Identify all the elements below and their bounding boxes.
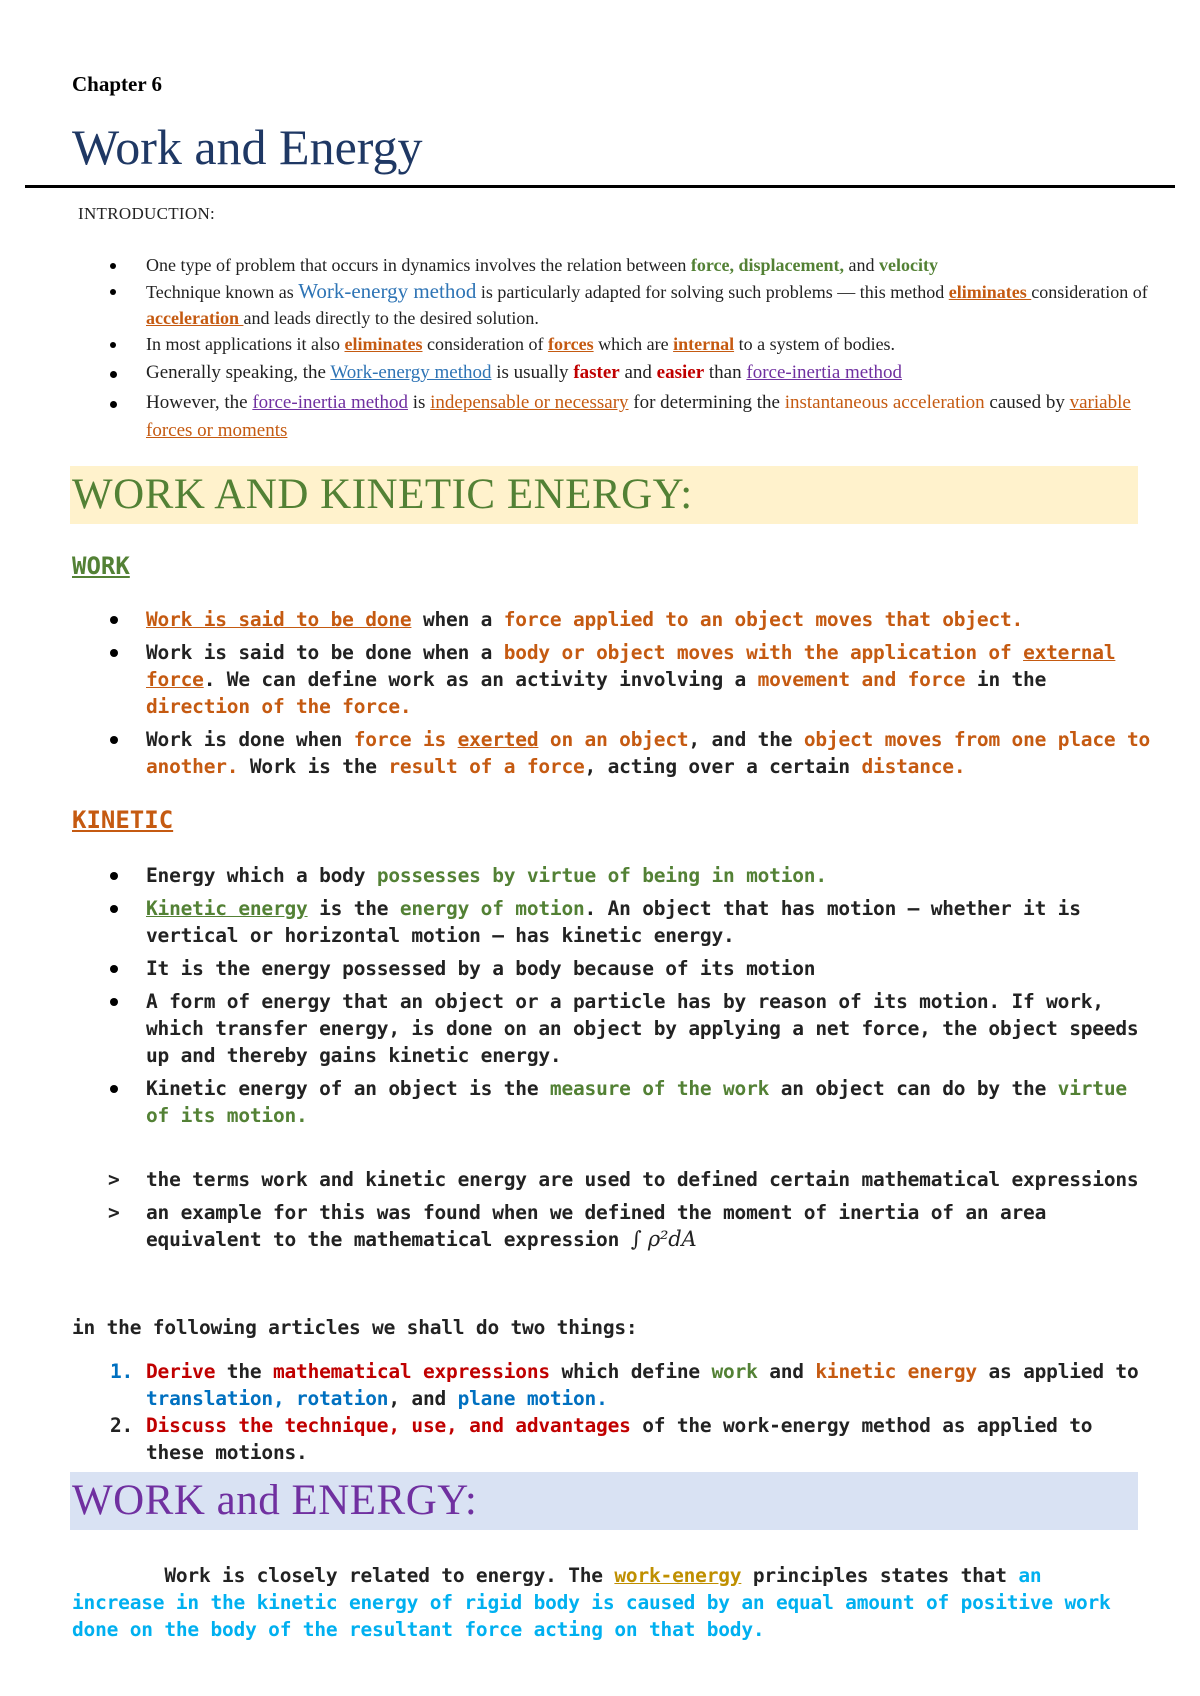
- bullet-icon: [110, 872, 118, 880]
- text-segment: caused by: [984, 392, 1070, 413]
- text-segment: is particularly adapted for solving such problems — this method: [476, 282, 949, 302]
- kinetic-bullet-item: [0, 862, 1200, 889]
- text-segment: However, the: [146, 392, 253, 413]
- intro-bullet-item: [0, 359, 1200, 387]
- text-segment: Generally speaking, the: [146, 362, 331, 383]
- text-segment: . An object that has motion – whether it is vertical or horizontal motion – has kinetic energy.: [146, 897, 1081, 947]
- bullet-icon: [110, 401, 117, 408]
- intro-bullet-item: [0, 252, 1200, 278]
- text-segment: direction of the force.: [146, 695, 412, 718]
- text-segment: force, displacement,: [690, 255, 844, 275]
- arrow-list: [0, 1166, 1200, 1259]
- text-segment: for determining the: [628, 392, 785, 413]
- text-segment: instantaneous acceleration: [784, 392, 985, 413]
- math-expression: ∫ ρ²dA: [630, 1227, 697, 1251]
- arrow-item-text: an example for this was found when we defined the moment of inertia of an area equivalent to the mathematical expression: [146, 1201, 1047, 1251]
- text-segment: eliminates: [344, 334, 423, 354]
- text-segment: principles states that: [741, 1564, 1019, 1587]
- text-segment: measure of the work: [549, 1077, 770, 1100]
- arrow-item-text: the terms work and kinetic energy are used to defined certain mathematical expressions: [146, 1168, 1139, 1191]
- text-segment: force is: [353, 728, 458, 751]
- text-segment: . We can define work as an activity involving a: [203, 668, 758, 691]
- text-segment: result of a force: [388, 755, 585, 778]
- bullet-icon: [110, 371, 117, 378]
- work-bullet-item: [0, 639, 1200, 720]
- text-segment: of the work-energy method as applied to these motions.: [146, 1414, 1093, 1464]
- text-segment: body or object moves with the application of: [503, 641, 1024, 664]
- text-segment: Work-energy method: [330, 362, 492, 383]
- text-segment: consideration of: [422, 334, 548, 354]
- text-segment: translation, rotation: [146, 1387, 389, 1410]
- text-segment: easier: [656, 362, 705, 383]
- text-segment: force applied to an object moves that object.: [503, 608, 1024, 631]
- text-segment: Work is said to be done: [146, 608, 412, 631]
- text-segment: energy of motion: [399, 897, 585, 920]
- intro-bullet-item: [0, 278, 1200, 331]
- text-segment: distance.: [861, 755, 966, 778]
- bullet-icon: [110, 649, 118, 657]
- bullet-icon: [110, 616, 118, 624]
- arrow-bullet-icon: >: [108, 1201, 120, 1224]
- text-segment: and: [757, 1360, 816, 1383]
- work-bullet-item: [0, 606, 1200, 633]
- text-segment: is: [407, 392, 431, 413]
- text-segment: on an object: [538, 728, 689, 751]
- text-segment: is usually: [491, 362, 574, 383]
- introduction-list: [0, 252, 1200, 445]
- bullet-icon: [110, 1085, 118, 1093]
- text-segment: acceleration: [146, 308, 244, 328]
- text-segment: internal: [673, 334, 735, 354]
- bullet-icon: [110, 289, 116, 295]
- text-segment: faster: [573, 362, 620, 383]
- text-segment: , and the: [688, 728, 804, 751]
- text-segment: Work is closely related to energy. The: [72, 1564, 615, 1587]
- text-segment: A form of energy that an object or a particle has by reason of its motion. If work, which transfer energy, is done on an object by applying a net force, the object speeds up and thereby gains kinetic energy.: [146, 990, 1139, 1067]
- bullet-icon: [110, 263, 116, 269]
- text-segment: Work-energy method: [298, 279, 477, 303]
- text-segment: It is the energy possessed by a body because of its motion: [146, 957, 816, 980]
- following-text: in the following articles we shall do two things:: [72, 1316, 638, 1339]
- text-segment: plane motion.: [457, 1387, 608, 1410]
- arrow-item: [0, 1199, 1200, 1253]
- text-segment: kinetic energy: [815, 1360, 977, 1383]
- text-segment: in the: [965, 668, 1047, 691]
- intro-bullet-item: [0, 331, 1200, 357]
- text-segment: Work is the: [238, 755, 389, 778]
- title-divider: [25, 185, 1175, 188]
- chapter-label: Chapter 6: [72, 72, 163, 96]
- text-segment: One type of problem that occurs in dynamics involves the relation between: [146, 255, 691, 275]
- text-segment: Derive: [146, 1360, 216, 1383]
- bullet-icon: [110, 736, 118, 744]
- arrow-item: [0, 1166, 1200, 1193]
- page-title: Work and Energy: [72, 119, 423, 175]
- text-segment: Technique known as: [146, 282, 299, 302]
- text-segment: velocity: [878, 255, 938, 275]
- text-segment: force-inertia method: [252, 392, 408, 413]
- text-segment: consideration of: [1031, 282, 1148, 302]
- text-segment: an increase in the kinetic energy of rigid body is caused by an equal amount of positive work done on the body of the resultant force acting on that body.: [72, 1564, 1123, 1641]
- kinetic-bullet-item: [0, 895, 1200, 949]
- text-segment: as applied to: [976, 1360, 1139, 1383]
- text-segment: Kinetic energy of an object is the: [146, 1077, 550, 1100]
- text-segment: In most applications it also: [146, 334, 345, 354]
- text-segment: , acting over a certain: [584, 755, 862, 778]
- kinetic-bullet-item: [0, 1075, 1200, 1129]
- text-segment: Energy which a body: [146, 864, 377, 887]
- text-segment: and: [619, 362, 657, 383]
- text-segment: which are: [593, 334, 674, 354]
- text-segment: to a system of bodies.: [734, 334, 896, 354]
- closing-paragraph: [72, 1562, 1132, 1643]
- numbered-item: [0, 1412, 1200, 1466]
- text-segment: and: [843, 255, 879, 275]
- intro-bullet-item: [0, 389, 1200, 445]
- text-segment: Work is done when: [146, 728, 354, 751]
- text-segment: indepensable or necessary: [430, 392, 629, 413]
- item-number: 2.: [110, 1414, 134, 1437]
- kinetic-bullet-item: [0, 955, 1200, 982]
- kinetic-heading: KINETIC: [72, 806, 174, 834]
- section-heading-work-kinetic: WORK AND KINETIC ENERGY:: [72, 471, 693, 518]
- bullet-icon: [110, 905, 118, 913]
- text-segment: variable forces or moments: [146, 392, 1131, 441]
- text-segment: and leads directly to the desired solution.: [243, 308, 539, 328]
- text-segment: when a: [411, 608, 504, 631]
- work-list: [0, 606, 1200, 786]
- text-segment: an object can do by the: [769, 1077, 1058, 1100]
- section-heading-work-energy: WORK and ENERGY:: [72, 1477, 478, 1524]
- kinetic-list: [0, 862, 1200, 1135]
- text-segment: force-inertia method: [746, 362, 902, 383]
- text-segment: work: [711, 1360, 758, 1383]
- introduction-heading: INTRODUCTION:: [78, 204, 216, 223]
- text-segment: eliminates: [948, 282, 1032, 302]
- numbered-list: [0, 1358, 1200, 1466]
- text-segment: work-energy: [614, 1564, 742, 1587]
- text-segment: which define: [549, 1360, 712, 1383]
- text-segment: Kinetic energy: [146, 897, 308, 920]
- text-segment: movement and force: [757, 668, 966, 691]
- text-segment: exerted: [457, 728, 539, 751]
- text-segment: mathematical expressions: [272, 1360, 550, 1383]
- text-segment: is the: [307, 897, 400, 920]
- text-segment: forces: [547, 334, 594, 354]
- text-segment: object moves from one place to another.: [146, 728, 1151, 778]
- work-heading: WORK: [72, 552, 130, 580]
- text-segment: than: [704, 362, 747, 383]
- bullet-icon: [110, 342, 116, 348]
- text-segment: the: [215, 1360, 273, 1383]
- numbered-item: [0, 1358, 1200, 1412]
- bullet-icon: [110, 998, 118, 1006]
- arrow-bullet-icon: >: [108, 1168, 120, 1191]
- text-segment: virtue of its motion.: [146, 1077, 1127, 1127]
- text-segment: possesses by virtue of being in motion.: [376, 864, 827, 887]
- text-segment: , and: [388, 1387, 458, 1410]
- item-number: 1.: [110, 1360, 134, 1383]
- text-segment: Work is said to be done when a: [146, 641, 504, 664]
- text-segment: external force: [146, 641, 1116, 691]
- kinetic-bullet-item: [0, 988, 1200, 1069]
- work-bullet-item: [0, 726, 1200, 780]
- bullet-icon: [110, 965, 118, 973]
- text-segment: Discuss the technique, use, and advantages: [146, 1414, 631, 1437]
